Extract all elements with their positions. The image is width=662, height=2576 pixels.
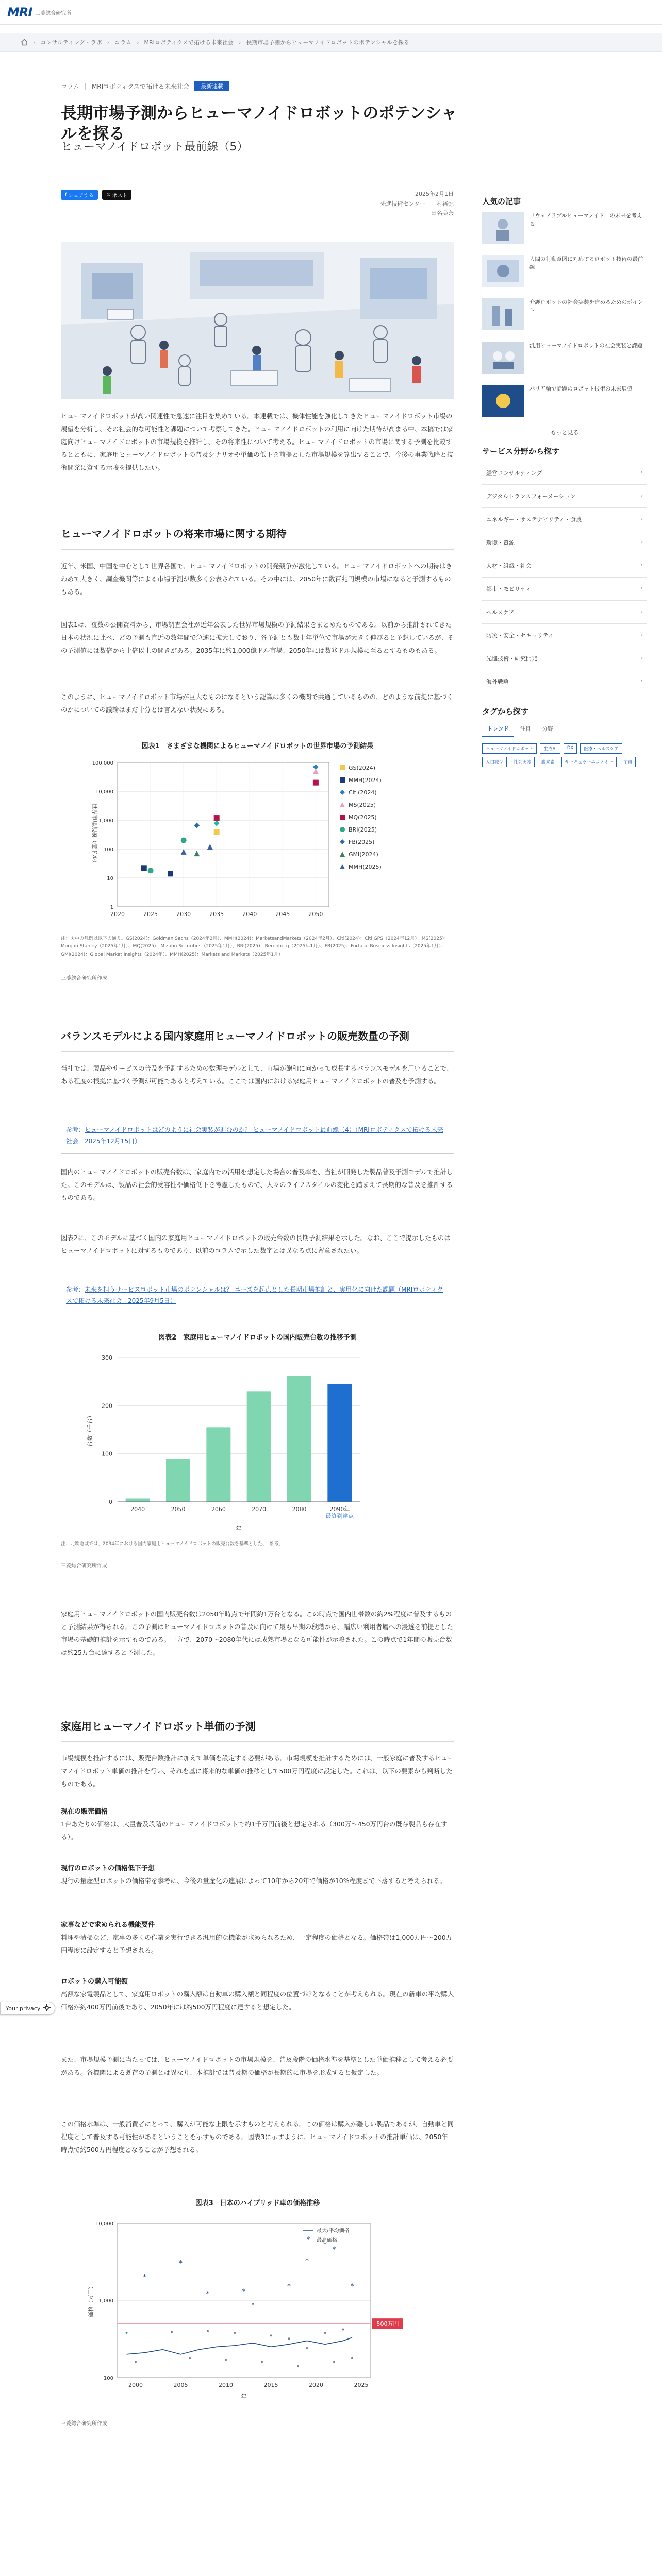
section-paragraph: 家庭用ヒューマノイドロボットの国内販売台数は2050年時点で年間約1万台となる。この時点で国内世帯数の約2%程度に普及するものと予測結果が得られる。この予測はヒューマノイドロボットの普及に向けて最も早期の段階から、幅広い利用者層への浸透を前提とした市場の基礎的推計を示すものである。一方で、2070〜2080年代には成熟市場となる可能性が示唆された。この時点で1年間の販売台数は約25万台に達すると予測した。: [61, 1610, 454, 1656]
figure-source: 三菱総合研究所作成: [61, 1563, 107, 1569]
data-point: [189, 2357, 191, 2359]
data-point: [148, 868, 154, 873]
y-tick-label: 10,000: [95, 789, 113, 795]
data-point: [261, 2361, 263, 2363]
tag-chip[interactable]: 人口減少: [482, 757, 507, 767]
tag-tab[interactable]: トレンド: [482, 722, 514, 737]
reference-lead: 参考：: [66, 1286, 85, 1293]
popular-article[interactable]: [482, 255, 647, 292]
article-thumbnail: [482, 342, 524, 374]
y-tick-label: 300: [102, 1354, 112, 1361]
facebook-icon: f: [65, 192, 67, 198]
article-meta: [356, 190, 454, 218]
y-tick-label: 100: [103, 847, 113, 853]
data-point: [126, 2332, 128, 2334]
data-point: [135, 2361, 137, 2363]
x-tick-label: 2015: [263, 2382, 278, 2388]
legend-marker: [340, 839, 345, 844]
facebook-share-button[interactable]: [61, 190, 98, 200]
tag-chip[interactable]: 生成AI: [540, 743, 560, 754]
y-tick-label: 0: [109, 1499, 112, 1505]
breadcrumb-separator: ›: [238, 39, 241, 46]
legend-marker: [340, 827, 345, 832]
figure-title: 図表2 家庭用ヒューマノイドロボットの国内販売台数の推移予測: [158, 1334, 357, 1342]
legend-marker: [340, 765, 345, 770]
sub-heading: 現行のロボットの価格低下予想: [61, 1865, 155, 1872]
x-tick-label: 2010: [219, 2382, 233, 2388]
data-point: [181, 849, 187, 855]
tag-series[interactable]: MRIロボティクスで拓ける未来社会: [91, 82, 190, 90]
x-axis-label: 年: [241, 2393, 247, 2400]
legend-label: Citi(2024): [349, 789, 377, 796]
data-point: [207, 844, 213, 850]
data-point: *: [323, 2241, 327, 2249]
breadcrumb-bar: [0, 33, 662, 52]
popular-article[interactable]: [482, 298, 647, 335]
bar: [287, 1376, 311, 1502]
page-title: 長期市場予測からヒューマノイドロボットのポテンシャルを探る: [61, 104, 457, 144]
y-tick-label: 10: [107, 876, 113, 882]
data-point: [207, 2330, 209, 2332]
x-tick-label: 2090年: [329, 1506, 350, 1513]
popular-article-title: 介護ロボットの社会実装を進めるためのポイント: [529, 299, 643, 314]
breadcrumb-current: 長期市場予測からヒューマノイドロボットのポテンシャルを探る: [246, 39, 409, 46]
x-tick-label: 2080: [292, 1506, 307, 1513]
article-thumbnail: [482, 255, 524, 287]
figure-note: 注：北欧地域では、2034年における国内家庭用ヒューマノイドロボットの販売台数を基準とした、「参考」: [61, 1541, 284, 1547]
data-point: [214, 821, 220, 826]
article-thumbnail: [482, 212, 524, 244]
reference-lead: 参考：: [66, 1126, 85, 1133]
legend-label: MMH(2024): [349, 777, 382, 784]
data-point: *: [287, 2282, 291, 2291]
x-tick-label: 最終到達点: [325, 1513, 354, 1519]
data-point: *: [179, 2259, 183, 2268]
legend-label: BRI(2025): [349, 826, 377, 833]
y-tick-label: 10,000: [95, 2221, 113, 2227]
tag-separator: |: [84, 82, 87, 90]
bar: [327, 1384, 352, 1502]
y-tick-label: 100: [103, 2376, 113, 2381]
legend-marker: [340, 777, 345, 783]
figure-title: 図表3 日本のハイブリッド車の価格推移: [195, 2199, 320, 2207]
more-articles-link[interactable]: もっと見る: [550, 429, 579, 436]
data-point: [214, 829, 220, 835]
facebook-share-label: シェアする: [68, 193, 94, 199]
data-point: *: [242, 2287, 246, 2296]
popular-article[interactable]: [482, 212, 647, 249]
logo-subtitle: 三菱総合研究所: [35, 10, 72, 16]
chart-domestic-sales: [61, 1347, 454, 1538]
site-header: [0, 0, 662, 25]
data-point: [342, 2329, 344, 2331]
sub-heading: ロボットの購入可能額: [61, 1978, 128, 1986]
tag-chip[interactable]: 脱炭素: [538, 757, 558, 767]
y-tick-label: 200: [102, 1402, 112, 1410]
legend-label: FB(2025): [349, 839, 375, 845]
tag-chip[interactable]: 医療・ヘルスケア: [580, 743, 622, 754]
x-icon: 𝕏: [106, 192, 111, 198]
privacy-settings-button[interactable]: [0, 2002, 55, 2015]
legend-marker: [340, 802, 345, 807]
article-dept: 先進技術センター 中村裕弥: [380, 200, 454, 207]
service-item[interactable]: 人材・組織・社会 ›: [482, 554, 647, 578]
x-axis-label: 年: [236, 1525, 242, 1532]
service-item[interactable]: 都市・モビリティ ›: [482, 578, 647, 601]
x-share-button[interactable]: [102, 190, 131, 200]
breadcrumb: [21, 38, 409, 46]
home-icon[interactable]: [21, 39, 28, 46]
legend-marker: [340, 815, 345, 820]
service-item[interactable]: デジタルトランスフォーメーション ›: [482, 485, 647, 508]
tag-tab[interactable]: 注目: [520, 726, 531, 732]
share-buttons: [61, 190, 131, 200]
legend-label: GS(2024): [349, 765, 376, 771]
service-item[interactable]: 先進技術・研究開発 ›: [482, 647, 647, 670]
legend-label: MS(2025): [349, 802, 376, 808]
data-point: [168, 871, 173, 876]
tag-cloud: [482, 743, 647, 767]
legend-label: 最大/平均価格: [317, 2228, 350, 2234]
y-tick-label: 100,000: [92, 760, 113, 766]
x-tick-label: 2020: [110, 911, 125, 918]
service-item[interactable]: 海外戦略 ›: [482, 670, 647, 693]
privacy-label: Your privacy: [6, 2005, 41, 2012]
legend-marker: [340, 790, 345, 795]
popular-article-title: 人間の行動意図に対応するロボット技術の最前線: [529, 256, 643, 271]
figure-title: 図表1 さまざまな機関によるヒューマノイドロボットの世界市場の予測結果: [141, 742, 374, 750]
article-thumbnail: [482, 385, 524, 417]
data-point: [171, 2331, 173, 2333]
reference-box: [61, 1278, 454, 1313]
series-line: [127, 2337, 353, 2354]
x-tick-label: 2030: [176, 911, 191, 918]
data-point: [270, 2334, 272, 2336]
y-tick-label: 1,000: [98, 818, 113, 824]
x-tick-label: 2035: [209, 911, 224, 918]
legend-label: MQ(2025): [349, 814, 377, 821]
service-item[interactable]: 環境・資源 ›: [482, 531, 647, 554]
x-tick-label: 2005: [173, 2382, 188, 2388]
data-point: [141, 865, 147, 871]
sub-paragraph: 1台あたりの価格は、大量普及段階のヒューマノイドロボットで約1千万円前後と想定される（300万〜450万円台の既存製品も存在する）。: [61, 1820, 448, 1841]
popular-article-title: 「ウェアラブルヒューマノイド」の未来を考える: [529, 213, 642, 228]
x-tick-label: 2060: [211, 1506, 226, 1513]
data-point: [313, 768, 319, 774]
section-paragraph: 近年、米国、中国を中心として世界各国で、ヒューマノイドロボットの開発競争が激化している。ヒューマノイドロボットへの期待はきわめて大きく、調査機関等による市場予測が数多く公表されている。その中には、2050年に数百兆円規模の市場になると予測するものもある。: [61, 562, 453, 596]
y-tick-label: 1: [110, 905, 113, 910]
article-author: 田名美奈: [431, 210, 454, 217]
section-heading: ヒューマノイドロボットの将来市場に関する期待: [61, 526, 454, 550]
data-point: [324, 2332, 326, 2334]
y-axis-label: 台数（千台）: [87, 1413, 93, 1447]
y-axis-label: 価格（万円）: [88, 2283, 94, 2317]
series-badge[interactable]: 最新連載: [194, 81, 229, 91]
page-subtitle: ヒューマノイドロボット最前線（5）: [61, 141, 249, 154]
figure-source: 三菱総合研究所作成: [61, 2421, 107, 2427]
data-point: [194, 823, 200, 828]
section-paragraph: 図表2に、このモデルに基づく国内の家庭用ヒューマノイドロボットの販売台数の長期予測結果を示した。なお、ここで提示したものはヒューマノイドロボットに対するものであり、以前のコラムで示した数字とは異なる点に留意されたい。: [61, 1234, 451, 1255]
bar: [206, 1427, 230, 1502]
bar: [247, 1391, 271, 1502]
tag-chip[interactable]: サーキュラーエコノミー: [561, 757, 617, 767]
section-paragraph: 図表1は、複数の公開資料から、市場調査会社が近年公表した世界市場規模の予測結果をまとめたものである。以前から推計されてきた日本の状況に比べ、どの予測も直近の数年間で急速に拡大しており、各予測とも数十年単位で市場が大きく伸びると予想しているが、その予測値には数倍から十倍以上の開きがある。2035年に約1,000億ドル市場、2050年には数兆ドル規模に至るとするものもある。: [61, 621, 454, 654]
popular-article[interactable]: [482, 342, 647, 379]
x-tick-label: 2050: [171, 1506, 186, 1513]
data-point: [297, 2365, 299, 2367]
section-paragraph: また、市場規模予測に当たっては、ヒューマノイドロボットの市場規模を、普及段階の価格水準を基準とした単価推移として考える必要がある。各機関による既存の予測とは異なり、本推計では普及期の価格が長期的に市場を形成すると仮定した。: [61, 2056, 454, 2076]
x-tick-label: 2025: [354, 2382, 369, 2388]
data-point: [333, 2361, 335, 2363]
figure-source: 三菱総合研究所作成: [61, 976, 107, 981]
sub-heading: 家事などで求められる機能要件: [61, 1921, 155, 1929]
gear-icon: [43, 2004, 51, 2013]
site-logo[interactable]: [7, 5, 71, 20]
tag-chip[interactable]: 宇宙: [620, 757, 636, 767]
tag-tabs: [482, 722, 647, 737]
breadcrumb-item[interactable]: コラム: [114, 39, 132, 46]
x-tick-label: 2070: [252, 1506, 267, 1513]
data-point: *: [305, 2257, 309, 2266]
intro-paragraph: ヒューマノイドロボットが高い関連性で急速に注目を集めている。本連載では、機体性能を強化してきたヒューマノイドロボット市場の展望を分析し、その社会的な可能性と課題について考察してきた。ヒューマノイドロボットの利用に向けた期待が高まる中、本稿では家庭向けヒューマノイドロボットの市場規模を推計し、その将来性について考える。ヒューマノイドロボットの市場に関する予測を比較するとともに、家庭用ヒューマノイドロボットの普及シナリオや単価の低下を前提とした市場規模を算出することで、今後の事業戦略と技術開発に資する示唆を提供したい。: [61, 412, 453, 471]
section-paragraph: この価格水準は、一般消費者にとって、購入が可能な上限を示すものと考えられる。この価格は購入が難しい製品であるが、自動車と同程度として普及する可能性があるということを示すものである。図表3に示すように、ヒューマノイドロボットの推計単価は、2050年時点で約500万円程度となることが予想される。: [61, 2120, 454, 2154]
data-point: [306, 2347, 308, 2349]
x-tick-label: 2000: [128, 2382, 143, 2388]
breadcrumb-item[interactable]: コンサルティング・ラボ: [40, 39, 102, 46]
service-item[interactable]: 防災・安全・セキュリティ ›: [482, 624, 647, 647]
legend-marker: [340, 864, 345, 869]
popular-article[interactable]: [482, 385, 647, 422]
reference-label: 500万円: [376, 2320, 399, 2328]
legend-label: GMI(2024): [349, 851, 378, 858]
breadcrumb-separator: ›: [137, 39, 139, 46]
popular-article-title: 汎用ヒューマノイドロボットの社会実装と課題: [529, 343, 643, 349]
breadcrumb-separator: ›: [107, 39, 110, 46]
data-point: [313, 780, 319, 786]
legend-label: MMH(2025): [349, 863, 382, 870]
data-point: [252, 2303, 254, 2305]
tag-column[interactable]: コラム: [61, 82, 79, 90]
reference-box: [61, 1118, 454, 1154]
x-share-label: ポスト: [112, 193, 128, 199]
data-point: [181, 838, 187, 843]
data-point: [234, 2332, 236, 2334]
sub-heading: 現在の販売価格: [61, 1808, 108, 1816]
section-paragraph: このように、ヒューマノイドロボット市場が巨大なものになるという認識は多くの機関で共通しているものの、どのような前提に基づくのかについての議論はまだ十分とは言えない状況にある。: [61, 693, 453, 714]
breadcrumb-item[interactable]: MRIロボティクスで拓ける未来社会: [144, 39, 234, 46]
sidebar-heading-tags: タグから探す: [482, 707, 529, 716]
article-date: 2025年2月1日: [415, 191, 454, 197]
data-point: *: [332, 2246, 336, 2255]
sidebar: [482, 196, 647, 767]
figure-note: 注：図中の凡例は以下の通り。GS(2024)：Goldman Sachs（2024年2月）、MMH(2024)：MarketsandMarkets（2024年2月）、Citi(2024)：Citi GPS（2024年12月）、MS(2025)：Morgan Stanley（2025年1月）、MQ(2025)：Mizuho Securities（2025年1月）、BRI(2025)：Berenberg（2025年1月）、FB(2025)：Fortune Business Insights（2025年1月）、GMI(2024)：Global Market Insights（2024年）、MMH(2025)：Markets and Markets（2025年1月）: [61, 936, 449, 957]
bar: [126, 1498, 150, 1502]
y-axis-label: 世界市場規模（億ドル）: [91, 803, 98, 866]
legend-label: 最高価格: [317, 2238, 337, 2243]
reference-link[interactable]: ヒューマノイドロボットはどのように社会実装が進むのか？ ヒューマノイドロボット最前線（4）（MRIロボティクスで拓ける未来社会 2025年12月15日）: [66, 1126, 443, 1145]
service-item[interactable]: ヘルスケア ›: [482, 601, 647, 624]
breadcrumb-separator: ›: [33, 39, 36, 46]
data-point: [214, 815, 220, 821]
tag-chip[interactable]: ヒューマノイドロボット: [482, 743, 537, 754]
logo-mark: MRI: [7, 5, 32, 20]
section-paragraph: 当社では、製品やサービスの普及を予測するための数理モデルとして、市場が飽和に向かって成長するバランスモデルを用いることで、ある程度の根拠に基づく予測が可能であると考えている。ここでは国内における家庭用ヒューマノイドロボットの普及を予測する。: [61, 1064, 453, 1085]
sidebar-heading-services: サービス分野から探す: [482, 447, 560, 456]
section-paragraph: 市場規模を推計するには、販売台数推計に加えて単価を設定する必要がある。市場規模を推計するためには、一般家庭に普及するヒューマノイドロボット単価の推計を行い、それを基に将来的な単価の推移として500万円程度に設定した。これは、以下の要素から判断したものである。: [61, 1754, 454, 1788]
section-heading: バランスモデルによる国内家庭用ヒューマノイドロボットの販売数量の予測: [61, 1028, 454, 1052]
section-heading: 家庭用ヒューマノイドロボット単価の予測: [61, 1718, 454, 1742]
legend-marker: *: [306, 2235, 310, 2244]
popular-article-title: パリ五輪で話題のロボット技術の未来展望: [529, 386, 633, 392]
service-item[interactable]: エネルギー・サステナビリティ・食農 ›: [482, 508, 647, 531]
chart-market-forecast: [61, 752, 454, 933]
data-point: [288, 2337, 290, 2340]
sub-paragraph: 高額な家電製品として、家庭用ロボットの購入額は自動車の購入額と同程度の位置づけとなることが考えられる。現在の新車の平均購入価格が約400万円前後であり、2050年には約500万円程度に達すると想定した。: [61, 1990, 454, 2011]
plot-frame: [118, 762, 329, 907]
section-paragraph: 国内のヒューマノイドロボットの販売台数は、家庭内での活用を想定した場合の普及率を、当社が開発した製品普及予測モデルで推計した。このモデルは、製品の社会的受容性や価格低下を考慮したもので、人々のライフスタイルの変化を踏まえて長期的な普及を推計するものである。: [61, 1168, 453, 1201]
data-point: *: [206, 2290, 210, 2299]
x-tick-label: 2040: [130, 1506, 145, 1513]
data-point: *: [350, 2282, 354, 2291]
x-tick-label: 2050: [308, 911, 323, 918]
hero-image: [61, 242, 454, 399]
article-thumbnail: [482, 298, 524, 330]
service-item[interactable]: 経営コンサルティング ›: [482, 462, 647, 485]
x-tick-label: 2040: [242, 911, 257, 918]
reference-link[interactable]: 未来を担うサービスロボット市場のポテンシャルは？ ニーズを起点とした長期市場推計と、実用化に向けた課題（MRIロボティクスで拓ける未来社会 2025年9月5日）: [66, 1286, 443, 1304]
x-tick-label: 2020: [309, 2382, 323, 2388]
tag-chip[interactable]: DX: [564, 743, 577, 754]
bar: [166, 1459, 190, 1502]
y-tick-label: 1,000: [98, 2298, 113, 2304]
data-point: [194, 851, 200, 856]
tag-tab[interactable]: 分野: [542, 726, 553, 732]
data-point: *: [143, 2273, 146, 2281]
sub-paragraph: 料理や清掃など、家事の多くの作業を実行できる汎用的な機能が求められるため、一定程度の価格となる。価格帯は1,000万円〜200万円程度に設定すると予想される。: [61, 1934, 453, 1954]
chart-hybrid-price: [61, 2213, 454, 2414]
x-tick-label: 2045: [275, 911, 290, 918]
legend-marker: [340, 852, 345, 857]
y-tick-label: 100: [102, 1450, 112, 1458]
x-tick-label: 2025: [143, 911, 158, 918]
service-list: [482, 462, 647, 693]
data-point: [225, 2359, 227, 2361]
article-tags: [61, 81, 229, 91]
sidebar-heading-popular: 人気の記事: [482, 197, 521, 206]
data-point: [351, 2357, 353, 2359]
tag-chip[interactable]: 社会実装: [510, 757, 535, 767]
sub-paragraph: 現行の量産型ロボットの価格帯を参考に、今後の量産化の進展によって10年から20年で価格が10%程度まで下落すると考えられる。: [61, 1877, 446, 1885]
